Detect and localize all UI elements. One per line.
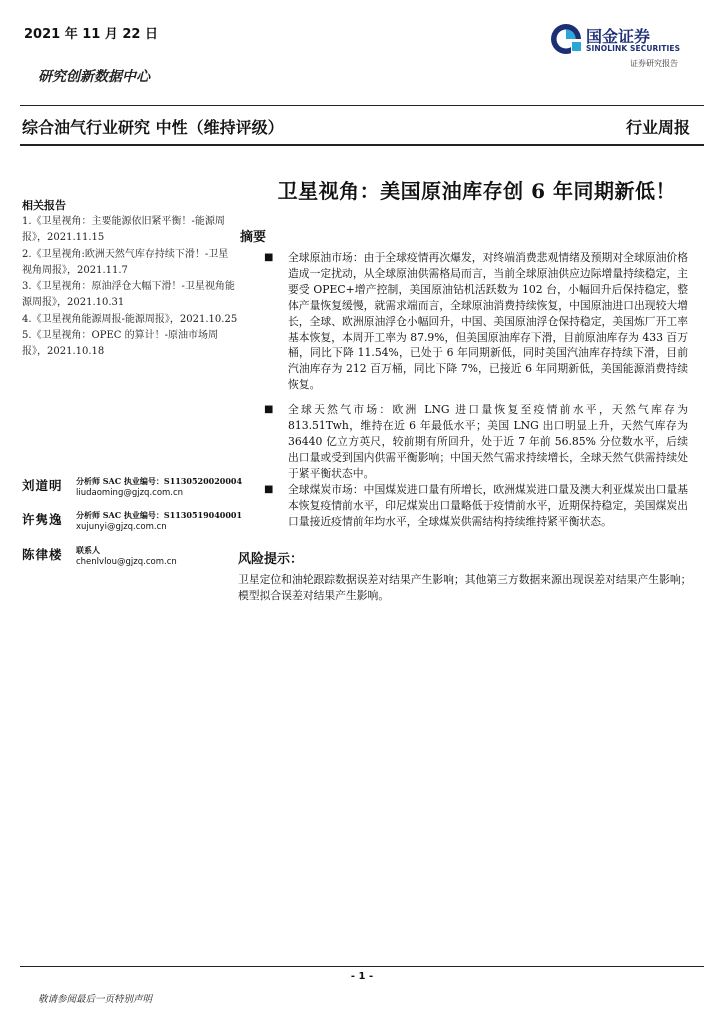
abstract-paragraph-coal: 全球煤炭市场：中国煤炭进口量有所增长，欧洲煤炭进口量及澳大利亚煤炭出口量基本恢复疫情前水平，印尼煤炭出口量略低于疫情前水平，近期保持稳定，美国煤炭出口量接近疫情前年均水平，全球煤炭供需结构持续维持紧平衡状态。 [288, 483, 688, 528]
divider-top [20, 105, 704, 106]
page-number: - 1 - [350, 971, 374, 982]
logo-name: 国金证券 [586, 27, 651, 46]
divider-footer [20, 966, 704, 967]
analyst-name: 陈律楼 [22, 547, 63, 562]
divider-header [20, 144, 704, 146]
related-reports-list [22, 214, 238, 361]
abstract-paragraph-oil: 全球原油市场：由于全球疫情再次爆发，对终端消费悲观情绪及预期对全球原油价格造成一定扰动，从全球原油供需格局而言，当前全球原油供应边际增量持续稳定，主要受 OPEC+增产控制，美国原油钻机活跃数为 102 台，小幅回升后保持稳定，整体产量恢复缓慢，就需求端而言，全球原油消费持续恢复，中国原油进口出现较大增长，全球、欧洲原油浮仓小幅回升，中国、美国原油浮仓保持稳定，美国炼厂开工率基本恢复，本周开工率为 87.9%，但美国原油库存下滑，目前原油库存为 433 百万桶，同比下降 11.54%，已处于 6 年同期新低，同时美国汽油库存持续下滑，目前汽油库存为 212 百万桶，同比下降 7%，已接近 6 年同期新低，美国能源消费持续恢复。 [288, 251, 688, 392]
report-type: 行业周报 [625, 118, 690, 137]
analyst-name: 刘道明 [22, 478, 63, 493]
analyst-name: 许隽逸 [22, 512, 63, 527]
analyst-role: 联系人 [76, 545, 100, 555]
related-report-item: 5.《卫星视角：OPEC 的算计！-原油市场周报》，2021.10.18 [22, 330, 218, 357]
bullet-icon: ■ [264, 252, 274, 263]
abstract-heading: 摘要 [240, 230, 267, 245]
analyst-email: liudaoming@gjzq.com.cn [76, 488, 184, 498]
logo-subtitle: 证券研究报告 [630, 59, 678, 68]
sinolink-logo-icon [550, 22, 582, 56]
analyst-email: chenlvlou@gjzq.com.cn [76, 557, 177, 567]
related-reports-heading: 相关报告 [22, 199, 66, 212]
bullet-icon: ■ [264, 404, 274, 415]
risk-heading: 风险提示： [238, 552, 304, 567]
research-center: 研究创新数据中心 [38, 69, 150, 85]
logo-english-name: SINOLINK SECURITIES [586, 44, 681, 53]
related-report-item: 4.《卫星视角能源周报-能源周报》，2021.10.25 [22, 313, 238, 325]
related-report-item: 3.《卫星视角：原油浮仓大幅下滑！-卫星视角能源周报》，2021.10.31 [22, 281, 235, 308]
report-date: 2021 年 11 月 22 日 [24, 27, 158, 42]
analyst-role: 分析师 SAC 执业编号：S1130520020004 [76, 476, 243, 486]
related-report-item: 2.《卫星视角:欧洲天然气库存持续下滑！-卫星视角周报》，2021.11.7 [22, 248, 229, 276]
related-report-item: 1.《卫星视角：主要能源依旧紧平衡！-能源周报》，2021.11.15 [22, 216, 225, 243]
bullet-icon: ■ [264, 484, 274, 495]
report-title: 卫星视角：美国原油库存创 6 年同期新低！ [277, 179, 676, 203]
analyst-email: xujunyi@gjzq.com.cn [76, 522, 167, 532]
abstract-paragraph-gas: 全球天然气市场：欧洲 LNG 进口量恢复至疫情前水平，天然气库存为 813.51Twh，维持在近 6 年最低水平；美国 LNG 出口明显上升，天然气库存为 36440 亿立方英尺，较前期有所回升，处于近 7 年前 56.85% 分位数水平，后续出口量或受到国内供需平衡影响；中国天然气需求持续增长，全球天然气供需持续处于紧平衡状态中。 [288, 403, 688, 480]
disclaimer-note: 敬请参阅最后一页特别声明 [38, 994, 153, 1005]
industry-rating: 综合油气行业研究 中性（维持评级） [22, 118, 284, 137]
analyst-role: 分析师 SAC 执业编号：S1130519040001 [76, 510, 243, 520]
risk-text: 卫星定位和油轮跟踪数据误差对结果产生影响；其他第三方数据来源出现误差对结果产生影响；模型拟合误差对结果产生影响。 [238, 573, 692, 602]
